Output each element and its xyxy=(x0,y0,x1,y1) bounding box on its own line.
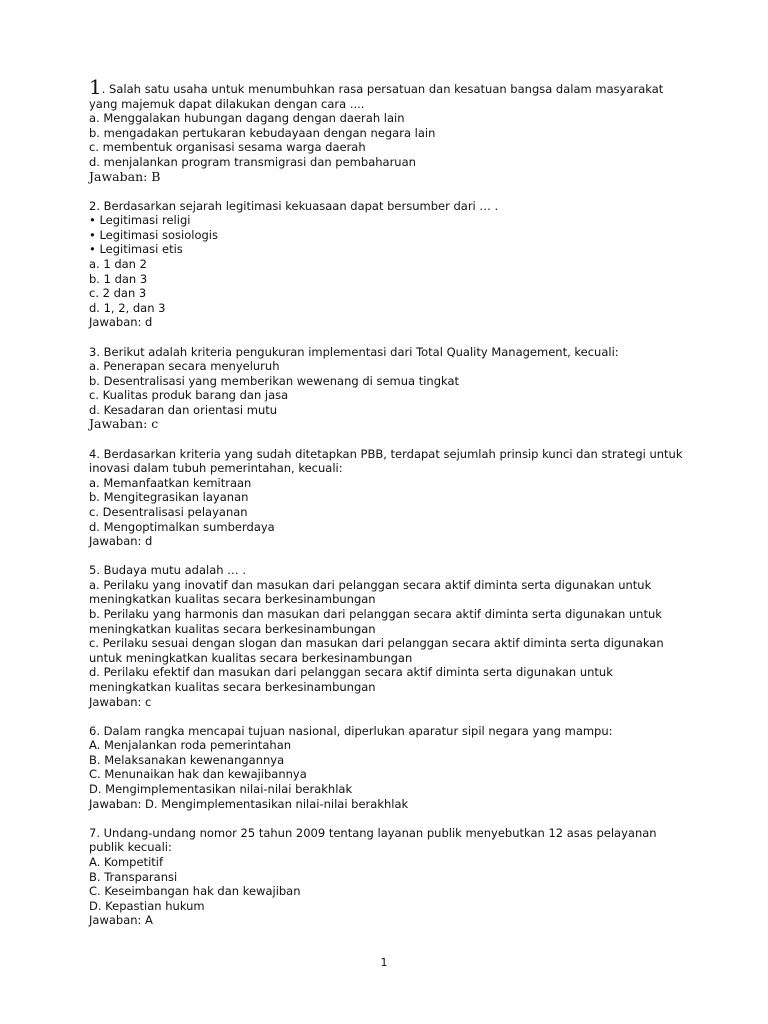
question-7 xyxy=(89,826,689,928)
question-5 xyxy=(89,563,689,709)
answer-line: Jawaban: d xyxy=(89,315,153,330)
question-2 xyxy=(89,199,689,330)
option-d: D. Kepastian hukum xyxy=(89,898,205,913)
option-a: a. Perilaku yang inovatif dan masukan dari pelanggan secara aktif diminta serta digunakan untuk meningkatkan kualitas secara berkesinambungan xyxy=(89,577,655,607)
answer-line: Jawaban: D. Mengimplementasikan nilai-nilai berakhlak xyxy=(89,796,409,811)
question-stem: 5. Budaya mutu adalah … . xyxy=(89,563,246,578)
question-stem-text: . Salah satu usaha untuk menumbuhkan rasa persatuan dan kesatuan bangsa dalam masyarakat yang majemuk dapat dilakukan dengan cara .... xyxy=(89,82,667,111)
option-b: B. Transparansi xyxy=(89,869,178,884)
option-a: a. Penerapan secara menyeluruh xyxy=(89,359,280,374)
option-d: d. Perilaku efektif dan masukan dari pelanggan secara aktif diminta serta digunakan untuk meningkatkan kualitas secara berkesinambungan xyxy=(89,665,617,694)
question-1 xyxy=(89,75,689,184)
answer-line: Jawaban: c xyxy=(89,694,152,709)
option-b: b. 1 dan 3 xyxy=(89,271,148,286)
question-stem: 2. Berdasarkan sejarah legitimasi kekuasaan dapat bersumber dari … . xyxy=(89,198,499,213)
answer-line: Jawaban: A xyxy=(89,913,153,928)
option-b: b. mengadakan pertukaran kebudayaan dengan negara lain xyxy=(89,125,436,140)
question-4 xyxy=(89,447,689,549)
option-d: d. menjalankan program transmigrasi dan pembaharuan xyxy=(89,154,416,169)
option-c: c. Perilaku sesuai dengan slogan dan masukan dari pelanggan secara aktif diminta serta digunakan untuk meningkatkan kualitas secara berkesinambungan xyxy=(89,636,668,665)
option-c: C. Keseimbangan hak dan kewajiban xyxy=(89,884,301,899)
option-c: c. membentuk organisasi sesama warga daerah xyxy=(89,140,366,155)
option-c: c. Kualitas produk barang dan jasa xyxy=(89,388,289,403)
answer-line: Jawaban: c xyxy=(89,416,159,432)
bullet-item: • Legitimasi religi xyxy=(89,213,191,228)
option-d: d. Kesadaran dan orientasi mutu xyxy=(89,402,278,417)
option-b: B. Melaksanakan kewenangannya xyxy=(89,752,285,767)
option-a: a. Memanfaatkan kemitraan xyxy=(89,475,252,490)
question-list xyxy=(89,75,689,942)
bullet-item: • Legitimasi sosiologis xyxy=(89,227,218,242)
option-b: b. Perilaku yang harmonis dan masukan dari pelanggan secara aktif diminta serta digunakan untuk meningkatkan kualitas secara berkesinambungan xyxy=(89,607,666,636)
option-c: c. Desentralisasi pelayanan xyxy=(89,504,248,519)
option-c: C. Menunaikan hak dan kewajibannya xyxy=(89,767,307,782)
option-c: c. 2 dan 3 xyxy=(89,286,147,301)
bullet-item: • Legitimasi etis xyxy=(89,242,183,257)
question-3 xyxy=(89,345,689,433)
answer-line: Jawaban: B xyxy=(89,168,161,184)
question-stem: 7. Undang-undang nomor 25 tahun 2009 tentang layanan publik menyebutkan 12 asas pelayanan publik kecuali: xyxy=(89,825,661,855)
answer-line: Jawaban: d xyxy=(89,534,153,549)
option-d: D. Mengimplementasikan nilai-nilai berakhlak xyxy=(89,782,353,797)
option-a: A. Kompetitif xyxy=(89,854,164,869)
question-stem: 4. Berdasarkan kriteria yang sudah ditetapkan PBB, terdapat sejumlah prinsip kunci dan strategi untuk inovasi dalam tubuh pemerintahan, kecuali: xyxy=(89,446,687,476)
option-a: a. 1 dan 2 xyxy=(89,257,147,272)
option-a: a. Menggalakan hubungan dagang dengan daerah lain xyxy=(89,111,405,126)
question-stem xyxy=(89,75,689,111)
option-b: b. Mengitegrasikan layanan xyxy=(89,490,249,505)
page-number: 1 xyxy=(380,956,388,969)
question-stem: 6. Dalam rangka mencapai tujuan nasional, diperlukan aparatur sipil negara yang mampu: xyxy=(89,723,613,738)
option-b: b. Desentralisasi yang memberikan wewenang di semua tingkat xyxy=(89,373,460,388)
option-d: d. 1, 2, dan 3 xyxy=(89,300,166,315)
question-stem: 3. Berikut adalah kriteria pengukuran implementasi dari Total Quality Management, kecuali: xyxy=(89,344,619,359)
option-a: A. Menjalankan roda pemerintahan xyxy=(89,738,292,753)
option-d: d. Mengoptimalkan sumberdaya xyxy=(89,519,275,534)
question-number: 1 xyxy=(89,75,102,99)
question-6 xyxy=(89,724,689,812)
